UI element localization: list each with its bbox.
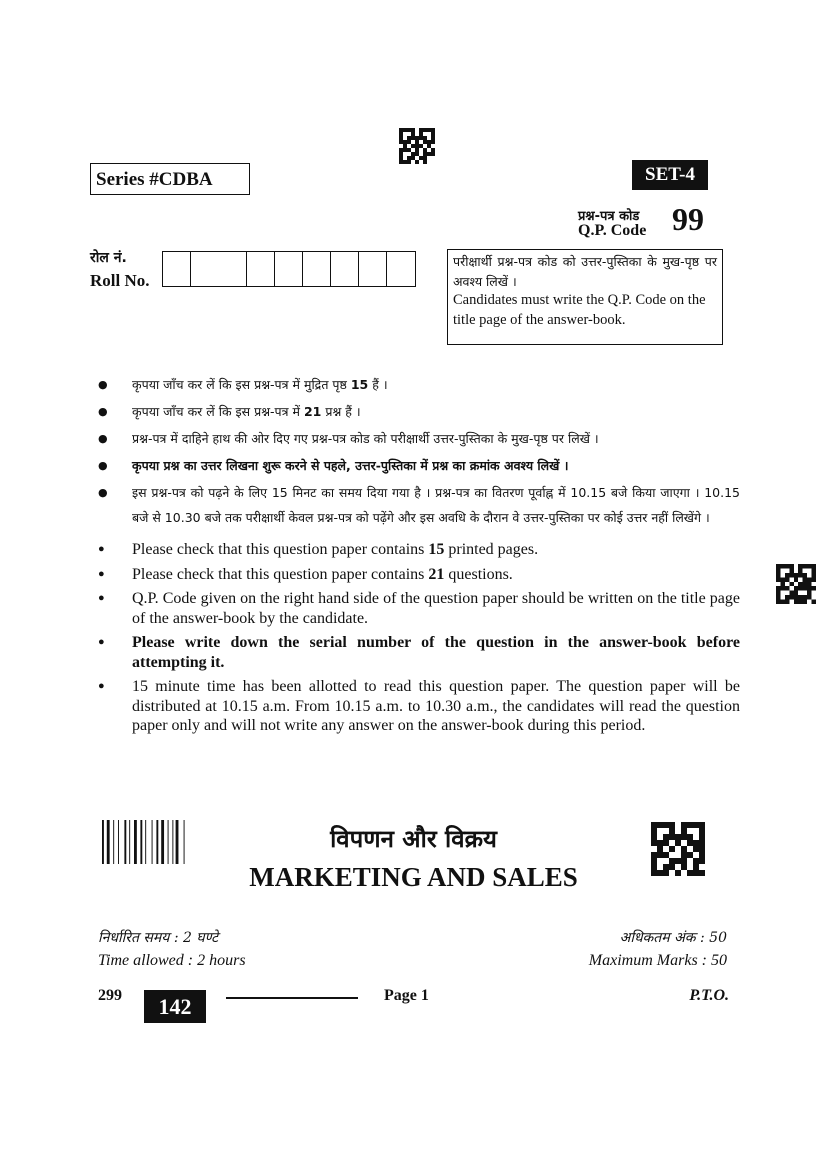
note-hindi: परीक्षार्थी प्रश्न-पत्र कोड को उत्तर-पुस्तिका के मुख-पृष्ठ पर अवश्य लिखें । [453,254,717,289]
instructions-list [98,372,740,741]
instruction-text: कृपया जाँच कर लें कि इस प्रश्न-पत्र में [132,404,304,419]
side-qr-code-icon [776,564,816,604]
instruction-item [98,480,740,530]
instruction-text: Please check that this question paper contains [132,541,429,558]
instruction-item [98,399,740,424]
instruction-text: प्रश्न हैं । [321,404,361,419]
set-label: SET-4 [632,160,708,190]
roll-number-cell[interactable] [387,252,415,286]
roll-label-hindi: रोल नं. [90,250,127,266]
roll-number-cell[interactable] [247,252,275,286]
roll-number-cell[interactable] [359,252,387,286]
subject-title: MARKETING AND SALES [249,862,578,892]
series-label: Series #CDBA [90,163,250,195]
instruction-text: कृपया जाँच कर लें कि इस प्रश्न-पत्र में मुद्रित पृष्ठ [132,377,351,392]
instruction-text: हैं । [368,377,388,392]
instruction-item [98,589,740,628]
paper-code: 299 [98,987,122,1004]
instruction-text: questions. [444,565,513,583]
subject-title-hindi: विपणन और विक्रय [330,825,497,853]
qp-code-label: Q.P. Code [578,222,647,239]
qp-code-label-hindi: प्रश्न-पत्र कोड [578,209,640,224]
instruction-item [98,453,740,478]
instruction-text: 15 [350,377,369,392]
roll-number-grid[interactable] [162,251,416,287]
roll-number-cell[interactable] [163,252,191,286]
roll-number-cell[interactable] [331,252,359,286]
instruction-text: कृपया प्रश्न का उत्तर लिखना शुरू करने से पहले, उत्तर-पुस्तिका में प्रश्न का क्रमांक अवश्य लिखें । [132,458,569,473]
roll-label: Roll No. [90,271,150,290]
time-allowed: Time allowed : 2 hours [98,952,246,969]
qp-code-note-box [447,249,723,345]
roll-number-cell[interactable] [303,252,331,286]
instruction-item [98,565,740,585]
instruction-item [98,372,740,397]
qp-code-value: 99 [672,201,704,237]
instruction-text: Please check that this question paper contains [132,565,429,583]
instruction-text: 21 [428,565,445,583]
instruction-text: प्रश्न-पत्र में दाहिने हाथ की ओर दिए गए प्रश्न-पत्र कोड को परीक्षार्थी उत्तर-पुस्तिका के मुख-पृष्ठ पर लिखें । [132,431,599,446]
instruction-text: Q.P. Code given on the right hand side of the question paper should be written on the title page of the answer-book by the candidate. [132,590,740,627]
footer-divider [226,997,358,999]
roll-number-cell[interactable] [275,252,303,286]
instruction-item [98,540,740,560]
instruction-text: 15 [428,541,445,558]
instruction-item [98,633,740,672]
paper-code-box: 142 [144,990,206,1023]
max-marks-hindi: अधिकतम अंक : 50 [619,930,727,946]
pto-label: P.T.O. [689,987,729,1004]
instruction-item [98,677,740,736]
note-english: Candidates must write the Q.P. Code on the title page of the answer-book. [453,292,706,328]
max-marks: Maximum Marks : 50 [588,952,727,969]
top-qr-code-icon [399,128,435,164]
time-allowed-hindi: निर्धारित समय : 2 घण्टे [98,930,219,946]
instruction-text: Please write down the serial number of the question in the answer-book before attempting it. [132,634,740,671]
roll-number-cell[interactable] [191,252,247,286]
instruction-text: 21 [303,404,322,419]
page-number: Page 1 [384,987,429,1004]
instruction-text: इस प्रश्न-पत्र को पढ़ने के लिए 15 मिनट का समय दिया गया है । प्रश्न-पत्र का वितरण पूर्वाह्न में 10.15 बजे किया जाएगा । 10.15 बजे से 10.30 बजे तक परीक्षार्थी केवल प्रश्न-पत्र को पढ़ेंगे और इस अवधि के दौरान वे उत्तर-पुस्तिका पर कोई उत्तर नहीं लिखेंगे । [132,485,740,525]
instruction-item [98,426,740,451]
instruction-text: 15 minute time has been allotted to read this question paper. The question paper will be distributed at 10.15 a.m. From 10.15 a.m. to 10.30 a.m., the candidates will read the question paper only and will not write any answer on the answer-book during this period. [132,678,740,734]
instruction-text: printed pages. [444,541,539,558]
